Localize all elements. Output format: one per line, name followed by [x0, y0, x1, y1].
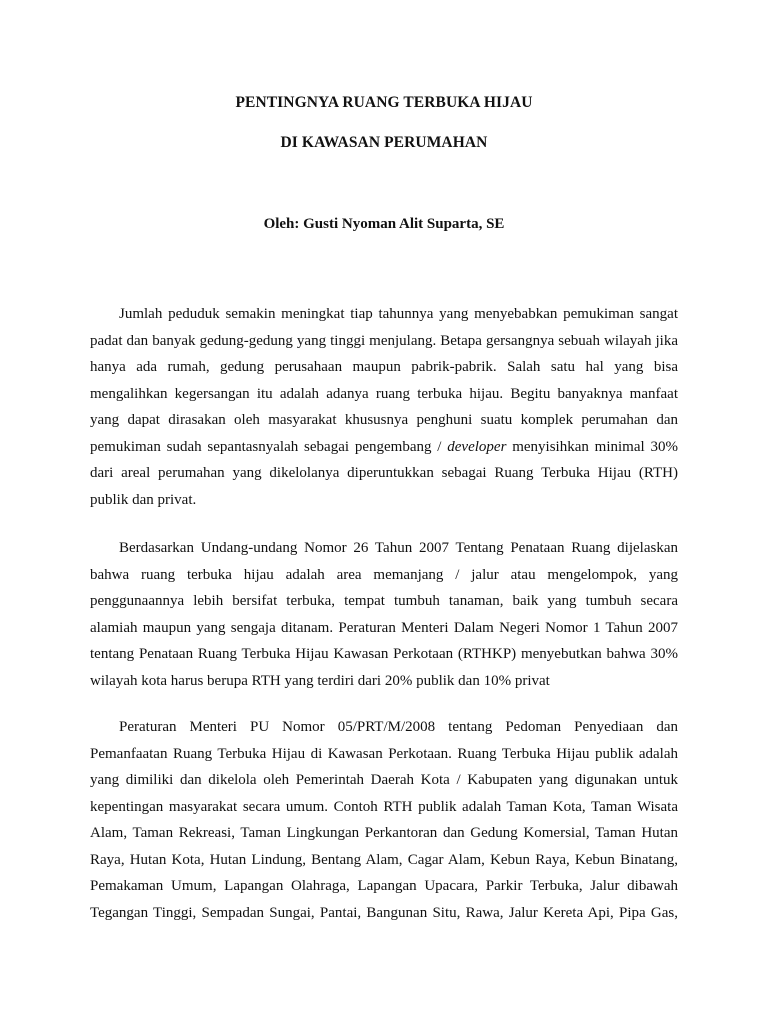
- paragraph-1: [90, 301, 678, 513]
- paragraph-line: Tegangan Tinggi, Sempadan Sungai, Pantai, Bangunan Situ, Rawa, Jalur Kereta Api, Pipa Gas,: [90, 904, 678, 921]
- paragraph-line-head: pemukiman sudah sepantasnyalah sebagai pengembang /: [90, 438, 448, 455]
- paragraph-line: mengalihkan kegersangan itu adalah adanya ruang terbuka hijau. Begitu banyaknya manfaat: [90, 385, 678, 402]
- title-line-1: PENTINGNYA RUANG TERBUKA HIJAU: [235, 94, 533, 111]
- author-line: Oleh: Gusti Nyoman Alit Suparta, SE: [263, 216, 505, 232]
- paragraph-line: hanya ada rumah, gedung perusahaan maupun pabrik-pabrik. Salah satu hal yang bisa: [90, 359, 678, 375]
- paragraph-line-with-italic: [90, 434, 678, 461]
- paragraph-line: Pemakaman Umum, Lapangan Olahraga, Lapangan Upacara, Parkir Terbuka, Jalur dibawah: [90, 878, 678, 894]
- paragraph-line: tentang Penataan Ruang Terbuka Hijau Kawasan Perkotaan (RTHKP) menyebutkan bahwa 30%: [90, 646, 678, 662]
- paragraph-line: penggunaannya lebih bersifat terbuka, tempat tumbuh tanaman, baik yang tumbuh secara: [90, 593, 678, 609]
- paragraph-3: [90, 714, 678, 926]
- paragraph-line: bahwa ruang terbuka hijau adalah area memanjang / jalur atau mengelompok, yang: [90, 566, 678, 583]
- paragraph-line: publik dan privat.: [90, 491, 197, 508]
- paragraph-line: Raya, Hutan Kota, Hutan Lindung, Bentang Alam, Cagar Alam, Kebun Raya, Kebun Binatang,: [90, 851, 678, 868]
- paragraph-line: dari areal perumahan yang dikelolanya diperuntukkan sebagai Ruang Terbuka Hijau (RTH): [90, 465, 678, 481]
- paragraph-line: Jumlah peduduk semakin meningkat tiap tahunnya yang menyebabkan pemukiman sangat: [119, 306, 678, 322]
- paragraph-2: [90, 535, 678, 694]
- paragraph-line: Berdasarkan Undang-undang Nomor 26 Tahun 2007 Tentang Penataan Ruang dijelaskan: [119, 540, 678, 556]
- paragraph-line: yang dimiliki dan dikelola oleh Pemerintah Daerah Kota / Kabupaten yang digunakan untuk: [90, 772, 678, 788]
- paragraph-line: wilayah kota harus berupa RTH yang terdiri dari 20% publik dan 10% privat: [90, 672, 550, 689]
- italic-term: developer: [447, 438, 507, 455]
- paragraph-line-tail: menyisihkan minimal 30%: [506, 438, 678, 455]
- paragraph-line: Alam, Taman Rekreasi, Taman Lingkungan Perkantoran dan Gedung Komersial, Taman Hutan: [90, 825, 678, 841]
- paragraph-line: alamiah maupun yang sengaja ditanam. Peraturan Menteri Dalam Negeri Nomor 1 Tahun 2007: [90, 619, 678, 636]
- paragraph-line: padat dan banyak gedung-gedung yang tinggi menjulang. Betapa gersangnya sebuah wilayah jika: [90, 332, 678, 349]
- paragraph-line: Pemanfaatan Ruang Terbuka Hijau di Kawasan Perkotaan. Ruang Terbuka Hijau publik adalah: [90, 745, 678, 762]
- paragraph-line: kepentingan masyarakat secara umum. Contoh RTH publik adalah Taman Kota, Taman Wisata: [90, 798, 678, 815]
- paragraph-line: Peraturan Menteri PU Nomor 05/PRT/M/2008 tentang Pedoman Penyediaan dan: [119, 719, 678, 735]
- paragraph-line: yang dapat dirasakan oleh masyarakat khususnya penghuni suatu komplek perumahan dan: [90, 412, 678, 428]
- title-line-2: DI KAWASAN PERUMAHAN: [280, 134, 488, 151]
